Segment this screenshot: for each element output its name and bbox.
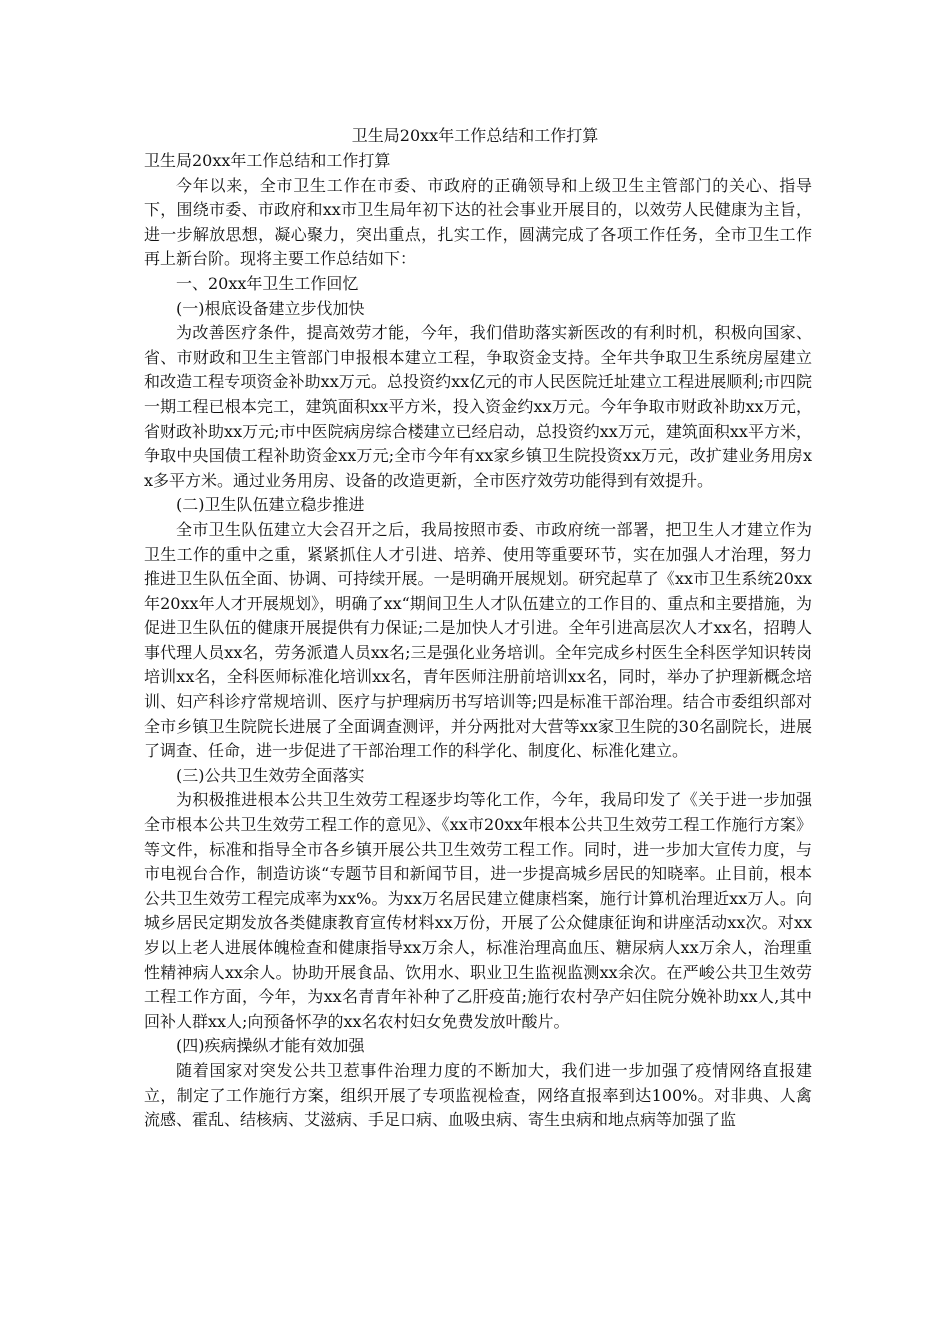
paragraph: 全市卫生队伍建立大会召开之后，我局按照市委、市政府统一部署，把卫生人才建立作为卫生工作的重中之重，紧紧抓住人才引进、培养、使用等重要环节，实在加强人才治理，努力推进卫生队伍全面、协调、可持续开展。一是明确开展规划。研究起草了《xx市卫生系统20xx年20xx年人才开展规划》，明确了xx“期间卫生人才队伍建立的工作目的、重点和主要措施，为促进卫生队伍的健康开展提供有力保证;二是加快人才引进。全年引进高层次人才xx名，招聘人事代理人员xx名，劳务派遣人员xx名;三是强化业务培训。全年完成乡村医生全科医学知识转岗培训xx名，全科医师标准化培训xx名，青年医师注册前培训xx名，同时，举办了护理新概念培训、妇产科诊疗常规培训、医疗与护理病历书写培训等;四是标准干部治理。结合市委组织部对全市乡镇卫生院院长进展了全面调查测评，并分两批对大营等xx家卫生院的30名副院长，进展了调查、任命，进一步促进了干部治理工作的科学化、制度化、标准化建立。: [144, 519, 812, 761]
paragraph: (四)疾病操纵才能有效加强: [176, 1036, 365, 1056]
paragraph: 卫生局20xx年工作总结和工作打算: [144, 151, 391, 170]
document-title: 卫生局20xx年工作总结和工作打算: [351, 126, 599, 145]
paragraph: 为改善医疗条件，提高效劳才能，今年，我们借助落实新医改的有利时机，积极向国家、省、市财政和卫生主管部门申报根本建立工程，争取资金支持。全年共争取卫生系统房屋建立和改造工程专项资金补助xx万元。总投资约xx亿元的市人民医院迁址建立工程进展顺利;市四院一期工程已根本完工，建筑面积xx平方米，投入资金约xx万元。今年争取市财政补助xx万元，省财政补助xx万元;市中医院病房综合楼建立已经启动，总投资约xx万元，建筑面积xx平方米，争取中央国债工程补助资金xx万元;全市今年有xx家乡镇卫生院投资xx万元，改扩建业务用房xx多平方米。通过业务用房、设备的改造更新，全市医疗效劳功能得到有效提升。: [144, 323, 812, 490]
document-body: [144, 149, 812, 1133]
paragraph: (一)根底设备建立步伐加快: [176, 298, 365, 318]
paragraph: (三)公共卫生效劳全面落实: [176, 765, 365, 785]
paragraph: 一、20xx年卫生工作回忆: [176, 273, 359, 293]
paragraph: 今年以来，全市卫生工作在市委、市政府的正确领导和上级卫生主管部门的关心、指导下，围绕市委、市政府和xx市卫生局年初下达的社会事业开展目的，以效劳人民健康为主旨，进一步解放思想，凝心聚力，突出重点，扎实工作，圆满完成了各项工作任务，全市卫生工作再上新台阶。现将主要工作总结如下：: [144, 175, 812, 269]
paragraph: 为积极推进根本公共卫生效劳工程逐步均等化工作，今年，我局印发了《关于进一步加强全市根本公共卫生效劳工程工作的意见》、《xx市20xx年根本公共卫生效劳工程工作施行方案》等文件，标准和指导全市各乡镇开展公共卫生效劳工程工作。同时，进一步加大宣传力度，与市电视台合作，制造访谈“专题节目和新闻节目，进一步提高城乡居民的知晓率。止目前，根本公共卫生效劳工程完成率为xx%。为xx万名居民建立健康档案，施行计算机治理近xx万人。向城乡居民定期发放各类健康教育宣传材料xx万份，开展了公众健康征询和讲座活动xx次。对xx岁以上老人进展体魄检查和健康指导xx万余人，标准治理高血压、糖尿病人xx万余人，治理重性精神病人xx余人。协助开展食品、饮用水、职业卫生监视监测xx余次。在严峻公共卫生效劳工程工作方面，今年，为xx名青青年补种了乙肝疫苗;施行农村孕产妇住院分娩补助xx人,其中回补人群xx人;向预备怀孕的xx名农村妇女免费发放叶酸片。: [144, 790, 812, 1031]
paragraph: (二)卫生队伍建立稳步推进: [176, 495, 365, 515]
paragraph: 随着国家对突发公共卫惹事件治理力度的不断加大，我们进一步加强了疫情网络直报建立，制定了工作施行方案，组织开展了专项监视检查，网络直报率到达100%。对非典、人禽流感、霍乱、结核病、艾滋病、手足口病、血吸虫病、寄生虫病和地点病等加强了监: [144, 1060, 812, 1130]
